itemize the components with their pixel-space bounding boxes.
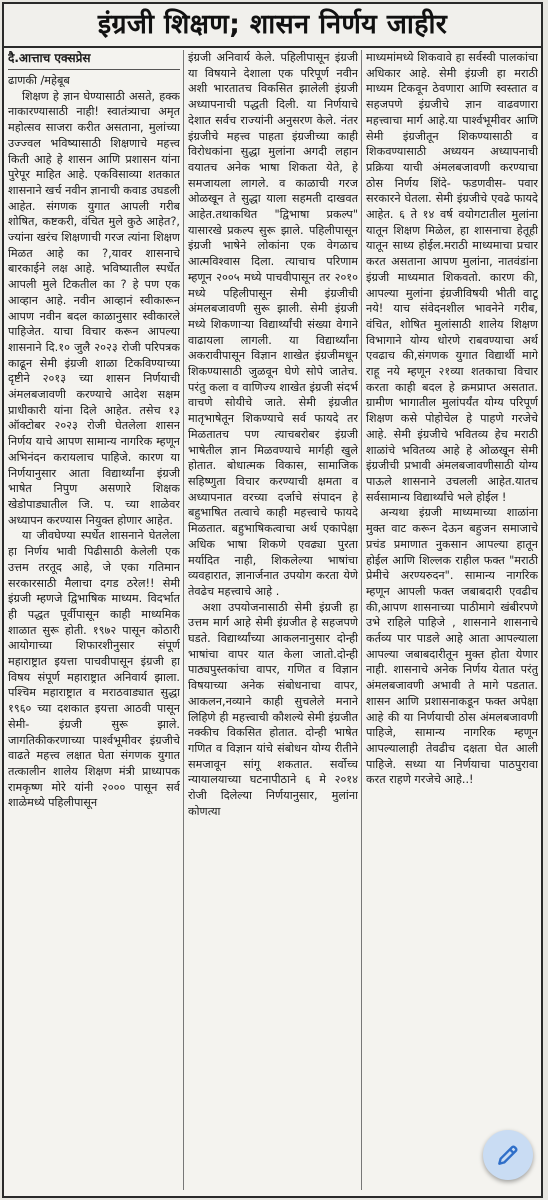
column-divider bbox=[183, 50, 184, 1190]
paragraph: इंग्रजी अनिवार्य केले. पहिलीपासून इंग्रजी या विषयाने देशाला एक परिपूर्ण नवीन अशी भारतातच विकसित झालेली इंग्रजी अध्यापनाची पद्धती दिली. या निर्णयाचे देशात सर्वच राज्यांनी अनुसरण केले. नंतर इंग्रजीचे महत्त्व पाहता इंग्रजीच्या काही विरोधकांना सुद्धा मुलांना अगदी लहान वयातच अनेक भाषा शिकता येते, हे समजायला लागले. व काळाची गरज ओळखून ते सुद्धा याला सहमती दाखवत आहेत.तथाकथित "द्विभाषा प्रकल्प" यासारखे प्रकल्प सुरू झाले. पहिलीपासून इंग्रजी भाषेने लोकांना एक वेगळाच आत्मविश्वास दिला. त्याचाच परिणाम म्हणून २००५ मध्ये पाचवीपासून तर २०१० मध्ये पहिलीपासून सेमी इंग्रजीची अंमलबजावणी सुरू झाली. सेमी इंग्रजी मध्ये शिकणाऱ्या विद्यार्थ्यांची संख्या वेगाने वाढायला लागली. या विद्यार्थ्यांना अकरावीपासून विज्ञान शाखेत इंग्रजीमधून शिकण्यासाठी जुळवून घेणे सोपे जातेच. परंतु कला व वाणिज्य शाखेत इंग्रजी संदर्भ वाचणे सोयीचे जाते. सेमी इंग्रजीत मातृभाषेतून शिकण्याचे सर्व फायदे तर मिळतातच पण त्याचबरोबर इंग्रजी भाषेतील ज्ञान मिळवण्याचे मार्गही खुले होतात. बोधात्मक विकास, सामाजिक सहिष्णुता विचार करण्याची क्षमता व अध्यापनात वरच्या दर्जाचे संपादन हे बहुभाषित तत्वाचे काही महत्त्वाचे फायदे मिळतात. बहुभाषिकत्वाचा अर्थ एकापेक्षा अधिक भाषा शिकणे एवढ्या पुरता मर्यादित नाही, शिकलेल्या भाषांचा व्यवहारात, ज्ञानार्जनात उपयोग करता येणे तेवढेच महत्त्वाचे आहे . bbox=[188, 51, 358, 598]
paragraph: माध्यमांमध्ये शिकवावे हा सर्वस्वी पालकांचा अधिकार आहे. सेमी इंग्रजी हा मराठी माध्यम टिकवून ठेवणारा आणि स्वस्तात व सहजपणे इंग्रजीचे ज्ञान वाढवणारा महत्त्वाचा मार्ग आहे.या पार्श्वभूमीवर आणि सेमी इंग्रजीतून शिकण्यासाठी व शिकवण्यासाठी अध्ययन अध्यापनाची प्रक्रिया याची अंमलबजावणी करण्याचा ठोस निर्णय शिंदे- फडणवीस- पवार सरकारने घेतला. सेमी इंग्रजीचे एवढे फायदे आहेत. ६ ते १४ वर्ष वयोगटातील मुलांना यातून शिक्षण मिळेल, हा शासनाचा हेतूही यातून साध्य होईल.मराठी माध्यमाचा प्रचार करत असताना आपण मुलांना, नातवंडांना इंग्रजी माध्यमात शिकवतो. कारण की, आपल्या मुलांना इंग्रजीविषयी भीती वाटू नये! याच संवेदनशील भावनेने गरीब, वंचित, शोषित मुलांसाठी शालेय शिक्षण विभागाने योग्य धोरणे राबवण्याचा अर्थ एवढाच की,संगणक युगात विद्यार्थी मागे राहू नये म्हणून २१व्या शतकाचा विचार करता काही बदल हे क्रमप्राप्त असतात. ग्रामीण भागातील मुलांपर्यंत योग्य परिपूर्ण शिक्षण कसे पोहोचेल हे पाहणे गरजेचे आहे. सेमी इंग्रजीचे भवितव्य हेच मराठी शाळांचे भवितव्य आहे हे ओळखून सेमी इंग्रजीची प्रभावी अंमलबजावणीसाठी योग्य पाऊले शासनाने उचलली आहेत.यातच सर्वसामान्य विद्यार्थ्यांचे भले होईल ! bbox=[366, 51, 538, 504]
paragraph: शिक्षण हे ज्ञान घेण्यासाठी असते, हक्क नाकारण्यासाठी नाही! स्वातंत्र्याचा अमृत महोत्सव साजरा करीत असताना, मुलांच्या उज्ज्वल भविष्यासाठी शिक्षणाचे महत्त्व किती आहे हे शासन आणि प्रशासन यांना पुरेपूर माहित आहे. एकविसाव्या शतकात शासनाने खर्च नवीन ज्ञानाची कवाड उघडली आहेत. संगणक युगात आपली गरीब शोषित, कष्टकरी, वंचित मुले कुठे आहेत?, ज्यांना खरंच शिक्षणाची गरज त्यांना शिक्षण मिळत आहे का ?,यावर शासनाचे बारकाईने लक्ष आहे. भविष्यातील स्पर्धेत आपली मुले टिकतील का ? हे पण एक आव्हान आहे. नवीन आव्हानं स्वीकारून आपण नवीन बदल काळानुसार स्वीकारले पाहिजेत. याचा विचार करून आपल्या शासनाने दि.१० जुलै २०२३ रोजी परिपत्रक काढून सेमी इंग्रजी शाळा टिकविण्याच्या दृष्टीने २०१३ च्या शासन निर्णयाची अंमलबजावणी करण्याचे आदेश सक्षम प्राधीकारी यांना दिले आहेत. तसेच १३ ऑक्टोबर २०२३ रोजी घेतलेला शासन निर्णय याचे आपण सामान्य नागरिक म्हणून अभिनंदन करायलाच पाहिजे. कारण या निर्णयानुसार आता विद्यार्थ्यांना इंग्रजी भाषेत निपुण असणारे शिक्षक खेडोपाड्यातील जि. प. च्या शाळेवर अध्यापन करण्यास नियुक्त होणार आहेत. bbox=[8, 89, 180, 527]
edit-button[interactable] bbox=[483, 1130, 533, 1180]
article-column-1 bbox=[8, 50, 180, 1192]
paragraph: या जीवघेण्या स्पर्धेत शासनाने घेतलेला हा निर्णय भावी पिढीसाठी केलेली एक उत्तम तरतूद आहे, जे एका गतिमान सरकारसाठी मैलाचा दगड ठरेल!! सेमी इंग्रजी म्हणजे द्विभाषिक माध्यम. विदर्भात ही पद्धत पूर्वीपासून काही माध्यमिक शाळात सुरू होती. १९७२ पासून कोठारी आयोगाच्या शिफारशीनुसार संपूर्ण महाराष्ट्रात इयत्ता पाचवीपासून इंग्रजी हा विषय संपूर्ण महाराष्ट्रात अनिवार्य झाला. पश्चिम महाराष्ट्रात व मराठवाड्यात सुद्धा १९६० च्या दशकात इयत्ता आठवी पासून सेमी- इंग्रजी सुरू झाले. जागतिकीकरणाच्या पार्श्वभूमीवर इंग्रजीचे वाढते महत्त्व लक्षात घेता संगणक युगात तत्कालीन शालेय शिक्षण मंत्री प्राध्यापक रामकृष्ण मोरे यांनी २००० पासून सर्व शाळेमध्ये पहिलीपासून bbox=[8, 529, 180, 810]
article-column-3 bbox=[366, 50, 538, 1192]
article-column-2 bbox=[188, 50, 358, 1192]
column-divider bbox=[361, 50, 362, 1190]
pencil-icon bbox=[495, 1142, 521, 1168]
article-headline: इंग्रजी शिक्षण; शासन निर्णय जाहीर bbox=[4, 4, 541, 48]
dateline: ढाणकी /महेबूब bbox=[8, 74, 70, 87]
byline: दै.आत्ताच एक्सप्रेस bbox=[8, 50, 180, 70]
paragraph: अशा उपयोजनासाठी सेमी इंग्रजी हा उत्तम मार्ग आहे सेमी इंग्रजीत हे सहजपणे घडते. विद्यार्थ्यांच्या आकलनानुसार दोन्ही भाषांचा वापर यात केला जातो.दोन्ही पाठ्यपुस्तकांचा वापर, गणित व विज्ञान विषयाच्या अनेक संबोधनाचा वापर, आकलन,नव्याने काही सुचलेले मनाने लिहिणे ही महत्त्वाची कौशल्ये सेमी इंग्रजीत नक्कीच विकसित होतात. दोन्ही भाषेत गणित व विज्ञान यांचे संबोधन योग्य रीतीने समजावून सांगू शकतात. सर्वोच्च न्यायालयाच्या घटनापीठाने ६ मे २०१४ रोजी दिलेल्या निर्णयानुसार, मुलांना कोणत्या bbox=[188, 600, 358, 818]
newspaper-clipping bbox=[2, 2, 543, 1198]
paragraph: अन्यथा इंग्रजी माध्यमाच्या शाळांना मुक्त वाट करून देऊन बहुजन समाजाचे प्रचंड प्रमाणात नुकसान आपल्या हातून होईल आणि शिल्लक राहील फक्त "मराठी प्रेमीचे अरण्यरुदन". सामान्य नागरिक म्हणून आपली फक्त जबाबदारी एवढीच की,आपण शासनाच्या पाठीमागे खंबीरपणे उभे राहिले पाहिजे , शासनाने शासनाचे कर्तव्य पार पाडले आहे आता आपल्याला आपल्या जबाबदारीतून मुक्त होता येणार नाही. शासनाचे अनेक निर्णय येतात परंतु अंमलबजावणी अभावी ते मागे पडतात. शासन आणि प्रशासनाकडून फक्त अपेक्षा आहे की या निर्णयाची ठोस अंमलबजावणी पाहिजे, सामान्य नागरिक म्हणून आपल्यालाही तेवढीच दक्षता घेत आली पाहिजे. सध्या या निर्णयाचा पाठपुरावा करत राहणे गरजेचे आहे..! bbox=[366, 506, 538, 787]
